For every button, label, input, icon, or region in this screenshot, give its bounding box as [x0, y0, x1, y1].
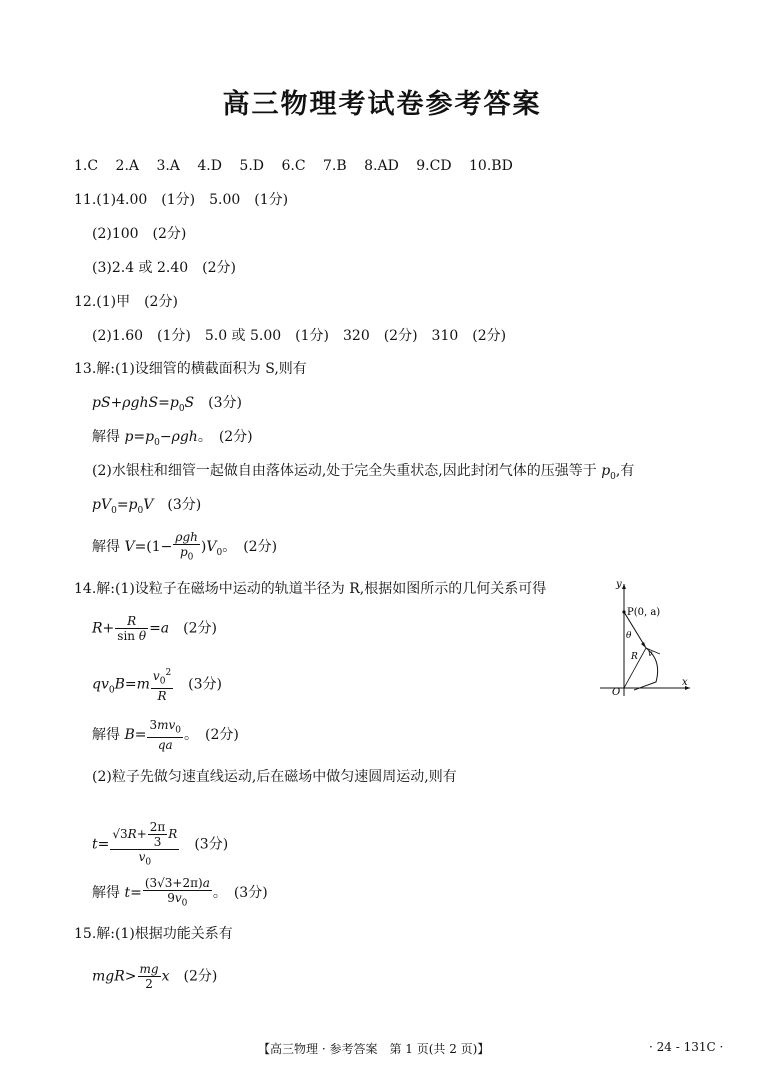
r-label: R	[631, 652, 638, 662]
y-axis-arrow-icon	[622, 584, 626, 589]
score: (3分)	[208, 395, 242, 411]
score: (3分)	[194, 836, 229, 853]
point-p	[622, 610, 625, 613]
mc-answer: 7.B	[323, 158, 347, 174]
mc-answer: 10.BD	[469, 158, 513, 174]
o-label: O	[612, 687, 621, 698]
score: (3分)	[233, 885, 268, 902]
mc-answer: 4.D	[197, 158, 222, 174]
mc-answer: 3.A	[156, 158, 180, 174]
exam-code: · 24 - 131C ·	[649, 1040, 724, 1054]
score: (2分)	[243, 539, 278, 556]
q15-eq1: mgR> $\frac{mg}{2}$ x (2分)	[92, 962, 218, 991]
p-label: P(0, a)	[627, 607, 661, 618]
mc-answer: 9.CD	[416, 158, 452, 174]
x-label: x	[682, 677, 688, 688]
q13-eq3: $pV_0=p_0V$ (3分)	[92, 497, 202, 516]
v-label: v	[648, 649, 653, 658]
q11-line1: 11.(1)4.00 (1分) 5.00 (1分)	[74, 192, 289, 208]
q15-line1: 15.解:(1)根据功能关系有	[74, 926, 233, 942]
q13-line4: (2)水银柱和细管一起做自由落体运动,处于完全失重状态,因此封闭气体的压强等于 $p_0$,有	[92, 463, 635, 482]
velocity-arrow-icon	[641, 642, 646, 648]
score: (3分)	[167, 497, 202, 513]
mc-answer: 1.C	[74, 158, 99, 174]
page-title: 高三物理考试卷参考答案	[222, 89, 542, 120]
q13-eq2: 解得 $p=p_0-\rho gh$。 (2分)	[92, 429, 253, 448]
theta-label: θ	[626, 631, 632, 641]
score: (3分)	[188, 676, 223, 693]
q14-line1: 14.解:(1)设粒子在磁场中运动的轨道半径为 R,根据如图所示的几何关系可得	[74, 581, 547, 597]
q12-line2: (2)1.60 (1分) 5.0 或 5.00 (1分) 320 (2分) 310 (2分)	[92, 328, 507, 344]
q14-eq1: R+ $\frac{R}{\text{sin θ}}$ =a (2分)	[92, 614, 217, 643]
geometry-figure	[596, 578, 696, 700]
q13-eq1: $pS+\rho ghS=p_0S$ (3分)	[92, 395, 242, 414]
q14-eq5: 解得 t= $\frac{(3√3+2\pi)a}{9v_0}$ 。 (3分)	[92, 876, 268, 909]
q13-eq4: 解得 V=(1− $\frac{\text{ρgh}}{p_0}$ )$V_0$。 (2分)	[92, 530, 278, 563]
q14-eq4: t= √3R+ $\frac{2\pi}{3}$ R $v_0$ (3分)	[92, 820, 229, 868]
q12-line1: 12.(1)甲 (2分)	[74, 294, 178, 310]
score: (2分)	[183, 620, 217, 637]
q11-line3: (3)2.4 或 2.40 (2分)	[92, 260, 236, 276]
q14-eq2: $qv_0B=m$ $\frac{v_0^2}{R}$ (3分)	[92, 668, 223, 704]
mc-answer: 6.C	[281, 158, 306, 174]
q14-eq3: 解得 B= $\frac{3mv_0}{qa}$ 。 (2分)	[92, 718, 239, 753]
q13-line1: 13.解:(1)设细管的横截面积为 S,则有	[74, 361, 307, 377]
mc-answer: 2.A	[115, 158, 139, 174]
score: (2分)	[205, 727, 239, 744]
y-label: y	[616, 579, 622, 590]
mc-answers-row	[74, 157, 526, 175]
mc-answer: 8.AD	[364, 158, 399, 174]
score: (2分)	[183, 968, 218, 985]
page-footer: 【高三物理 · 参考答案 第 1 页(共 2 页)】	[258, 1042, 490, 1056]
q11-line2: (2)100 (2分)	[92, 226, 187, 242]
score: (2分)	[218, 429, 253, 445]
mc-answer: 5.D	[239, 158, 265, 174]
q14-line5: (2)粒子先做匀速直线运动,后在磁场中做匀速圆周运动,则有	[92, 769, 457, 785]
